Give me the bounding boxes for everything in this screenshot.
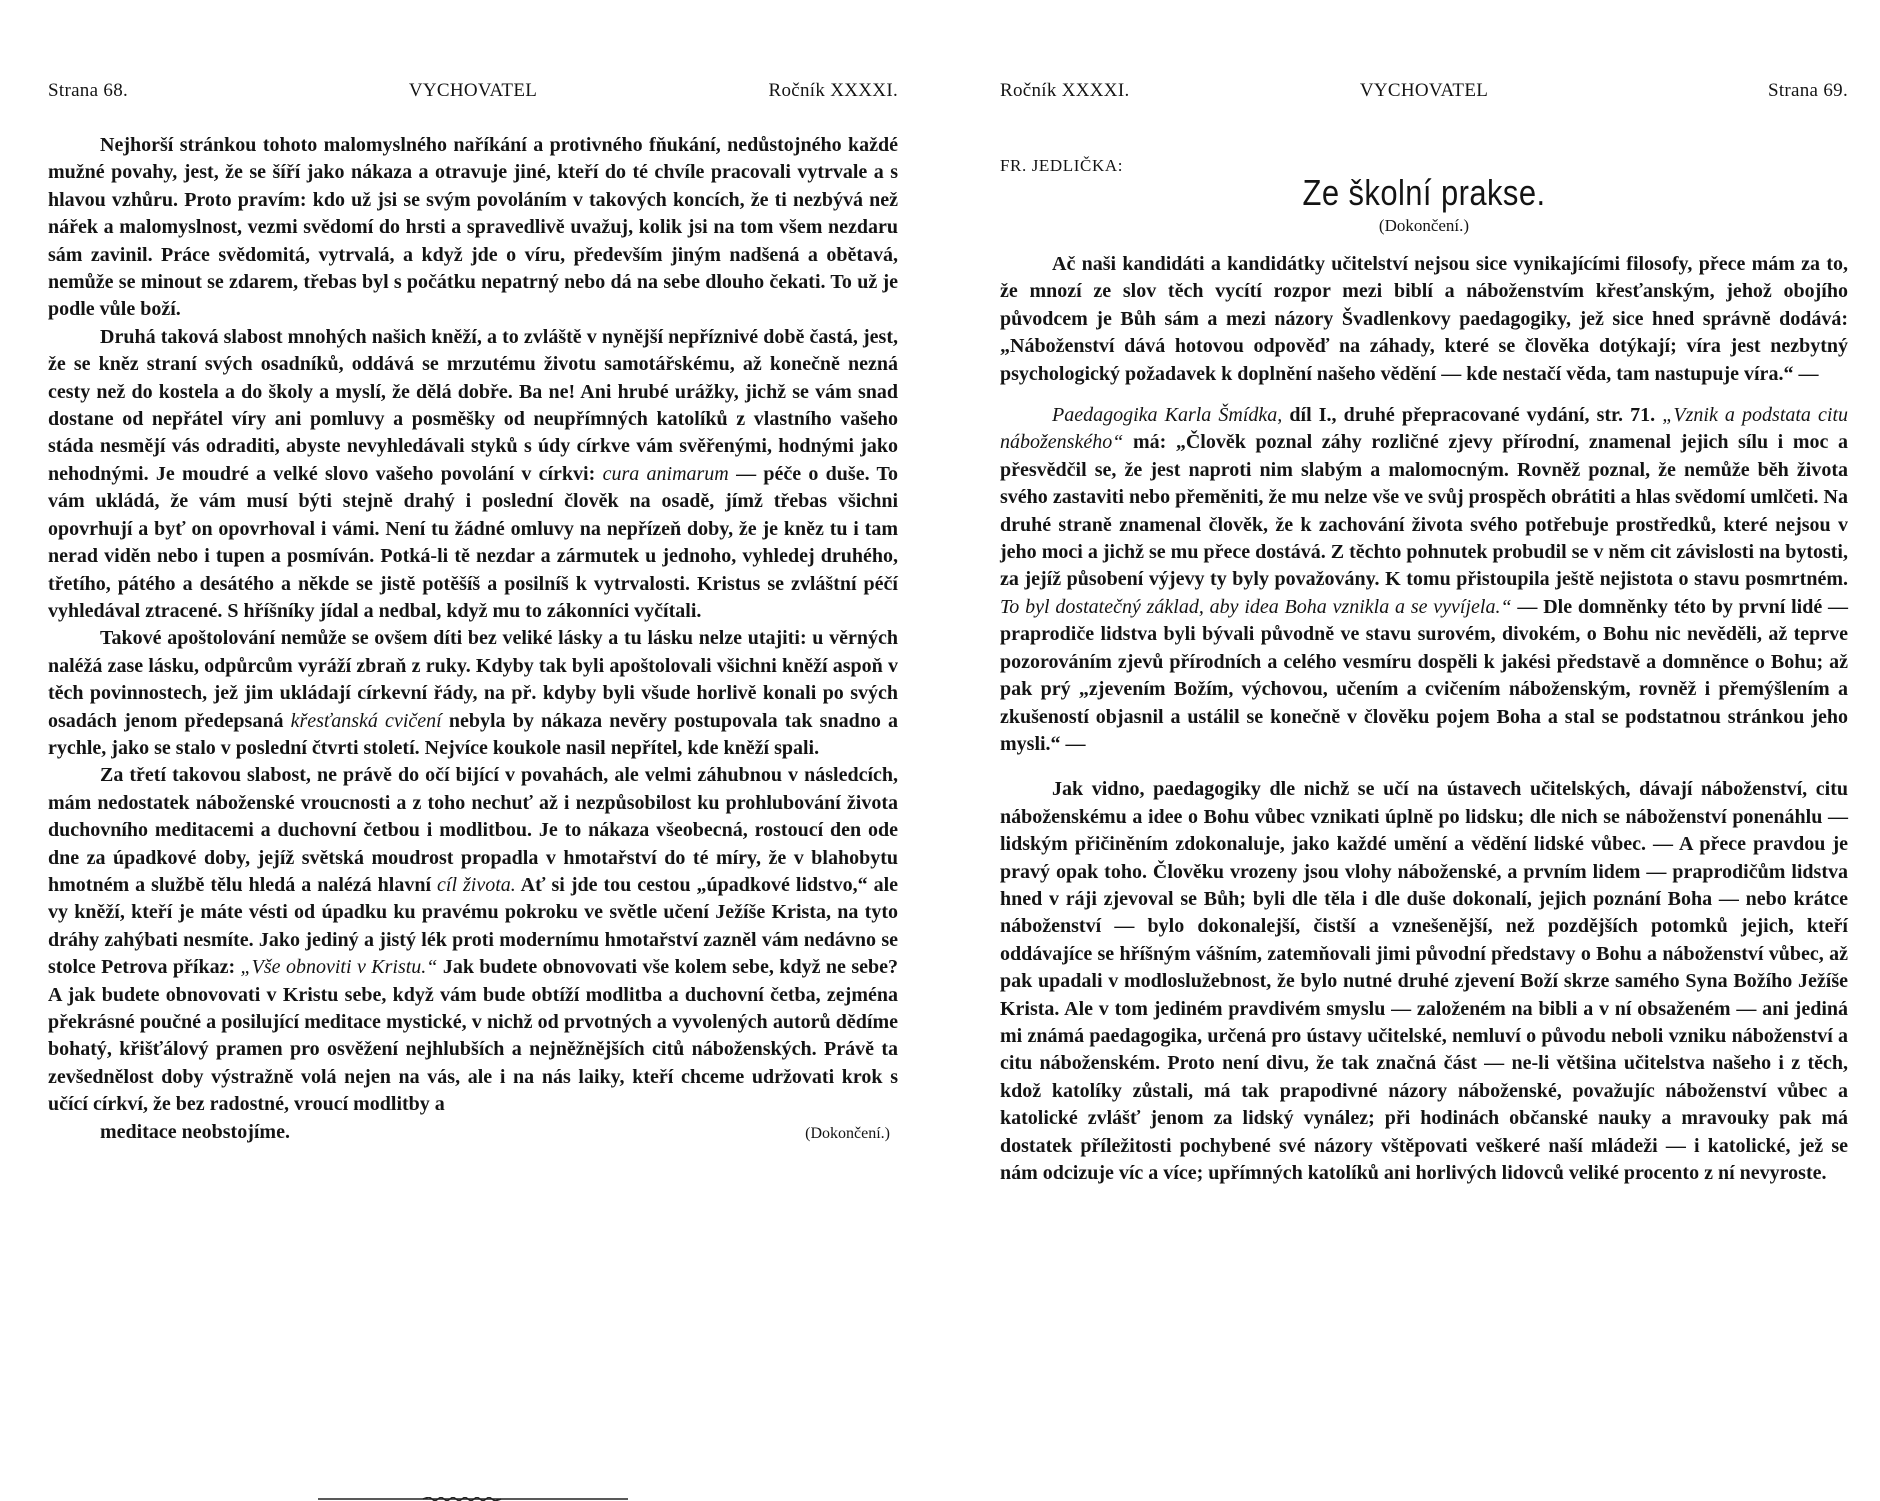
right-page-number: Strana 69. [1767,80,1848,101]
left-paragraph-4: Za třetí takovou slabost, ne právě do očí bijící v povahách, ale velmi záhubnou v následcích, mám nedostatek náboženské vroucnosti a z toho nechuť až i nezpůsobilost ku prohlubování života duchovního meditacemi a duchovní četbou i modlitbou. Je to nákaza všeobecná, rostoucí den ode dne za úpadkové doby, jejíž světská moudrost propadla v hmotařství do té míry, že v blahobytu hmotném a službě tělu hledá a nalézá hlavní cíl života. Ať si jde tou cestou „úpadkové lidstvo,“ ale vy kněží, kteří je máte vésti od úpadku ku pravému pokroku ve světle učení Ježíše Krista, na tyto dráhy zahýbati nesmíte. Jako jediný a jistý lék proti modernímu hmotařství zazněl vám nedávno se stolce Petrova příkaz: „Vše obnoviti v Kristu.“ Jak budete obnovovati vše kolem sebe, když ne sebe? A jak budete obnovovati v Kristu sebe, když vám bude obtíží modlitba a duchovní četba, zejména překrásné poučné a posilující meditace mystické, v nichž od prvotných a vyvolených autorů dědíme bohatý, křišťálový pramen pro osvěžení nejhlubších a nejněžnějších citů náboženských. Právě ta zevšednělost doby výstražně volá nejen na vás, ale i na nás laiky, kteří chceme udržovati krok s učící církví, že bez radostné, vroucí modlitby a [48,764,898,1116]
right-journal-title: VYCHOVATEL [1359,80,1489,101]
left-page [48,0,898,1500]
italic-phrase: Paedagogika Karla Šmídka, [1052,404,1283,427]
left-paragraph-2: Druhá taková slabost mnohých našich kněží, a to zvláště v nynější nepříznivé době častá, jest, že se kněz straní svých osadníků, oddává se mrzutému životu samotářskému, až konečně nezná cesty než do kostela a do školy a myslí, že dělá dobře. Ba ne! Ani hrubé urážky, jichž se vám snad dostane od nepřátel víry ani pomluvy a posměšky od neupřímných katolíků z vlastního vašeho stáda nesmějí vás odraditi, abyste nevyhledávali styků s údy církve vám svěřenými, hodnými jako nehodnými. Je moudré a velké slovo vašeho povolání v církvi: cura animarum — péče o duše. To vám ukládá, že vám musí býti stejně drahý i poslední člověk na osadě, jímž třebas všichni opovrhují a byť on opovrhoval i vámi. Není tu žádné omluvy na nepřízeň doby, že je kněz tu i tam nerad viděn nebo i tupen a posmíván. Potká-li tě nezdar a zármutek u jednoho, vyhledej druhého, třetího, pátého a desátého a někde se jistě potěšíš a posilníš k vytrvalosti. Kristus se zvláštní péčí vyhledával ztracené. S hříšníky jídal a nedbal, když mu to zákonníci vyčítali. [48,325,899,622]
right-volume: Ročník XXXXI. [1000,80,1130,101]
italic-phrase: křesťanská cvičení [290,709,442,732]
continued-note: (Dokončení.) [805,1124,890,1142]
italic-phrase: cíl života. [437,873,516,896]
left-journal-title: VYCHOVATEL [408,80,538,101]
article-author: FR. JEDLIČKA: [1000,156,1124,175]
left-volume: Ročník XXXXI. [768,80,898,101]
right-page [1000,0,1848,1500]
right-running-head [1000,80,1848,102]
right-paragraph-3: Jak vidno, paedagogiky dle nichž se učí na ústavech učitelských, dávají náboženství, citu náboženskému a idee o Bohu vůbec vznikati úplně po lidsku; dle nich se náboženství ponenáhlu — lidským přičiněním zdokonaluje, jako každé umění a vědění lidské vůbec. — A přece pravdou je pravý opak toho. Člověku vrozeny jsou vlohy náboženské, a prvním lidem — praprodičům lidstva hned v ráji zjevoval se Bůh; byli dle těla i dle duše dokonalí, jejich poznání Boha — nebo krátce náboženství — bylo dokonalejší, čistší a vznešenější, než pozdějších potomků jejich, kteří oddávajíce se hříšným vášním, zatemňovali jimi původní představy o Bohu a náboženství vůbec, až pak upadali v modloslužebnost, že bylo nutné druhé zjevení Boží skrze samého Syna Božího Ježíše Krista. Ale v tom jediném pravdivém smyslu — založeném na bibli a v ní obsaženém — ani jediná mi známá paedagogika, určená pro ústavy učitelské, nemluví o původu neboli vzniku náboženství a citu náboženském. Proto není divu, že tak značná část — ne-li většina učitelstva našeho i z těch, kdož katolíky zůstali, má tak prapodivné názory náboženské, považujíc náboženství vůbec a katolické zvlášť jenom za lidský vynález; při hodinách občanské nauky a mravouky pak má dostatek příležitosti pochybené své názory vštěpovati veškeré naší mládeži — i katolické, jež se nám odcizuje víc a více; upřímných katolíků ani horlivých lidovců veliké procento z ní nevyroste. [1000,778,1848,1184]
italic-phrase: „Vznik a podstata citu náboženského“ [1000,404,1849,454]
left-paragraph-3: Takové apoštolování nemůže se ovšem díti bez veliké lásky a tu lásku nelze utajiti: u věrných naléžá zase lásku, odpůrcům vyráží zbraň z ruky. Kdyby tak byli apoštolovali všichni kněží aspoň v těch povinnostech, jež jim ukládají církevní řády, na př. kdyby byli všude horlivě konali po svých osadách jenom předepsaná křesťanská cvičení nebyla by nákaza nevěry postupovala tak snadno a rychle, jako se stalo v poslední čtvrti století. Nejvíce koukole nasil nepřítel, kde kněží spali. [48,627,899,759]
right-paragraph-2: Paedagogika Karla Šmídka, díl I., druhé přepracované vydání, str. 71. „Vznik a podstata citu náboženského“ má: „Člověk poznal záhy rozličné zjevy přírodní, znamenal jejich sílu i moc a přesvědčil se, že jest naproti nim slabým a malomocným. Rovněž poznal, že nemůže běh života svého zastaviti nebo přeměniti, že mu nelze vše ve svůj prospěch obrátiti a hlas svědomí umlčeti. Na druhé straně znamenal člověk, že k zachování života svého potřebuje prostředků, které nejsou v jeho moci a jichž se mu přece dostává. Z těchto pohnutek probudil se v něm cit závislosti na bytosti, za jejíž působení výjevy ty byly považovány. K tomu přistoupila ještě nejistota o stavu posmrtném. To byl dostatečný základ, aby idea Boha vznikla a se vyvíjela.“ — Dle domněnky této by první lidé — praprodiče lidstva byli bývali původně ve stavu surovém, divokém, o Bohu nic nevěděli, až teprve pozorováním zjevů přírodních a celého vesmíru dospěli k jakési představě a domněnce o Bohu; až pak prý „zjevením Božím, výchovou, učením a cvičením náboženským, rovněž i přemýšlením a zkušeností objasnil a ustálil se konečně v člověku pojem Boha a stal se podstatnou stránkou jeho mysli.“ — [1000,404,1849,755]
article-subtitle: (Dokončení.) [1378,216,1470,235]
italic-phrase: „Vše obnoviti v Kristu.“ [240,956,438,979]
right-body-text [1000,251,1848,1187]
italic-phrase: To byl dostatečný základ, aby idea Boha vznikla a se vyvíjela.“ [1000,595,1512,618]
article-title: Ze školní prakse. [1302,172,1546,213]
end-ornament [318,1497,628,1501]
left-running-head [48,80,898,102]
left-page-number: Strana 68. [48,80,129,101]
left-body-text [48,132,898,1147]
italic-phrase: cura animarum [602,462,729,485]
left-paragraph-1: Nejhorší stránkou tohoto malomyslného naříkání a protivného fňukání, nedůstojného každé mužné povahy, jest, že se šíří jako nákaza a otravuje jiné, kteří do té chvíle pracovali vytrvale a s hlavou vzhůru. Proto pravím: kdo už jsi se svým povoláním v takových koncích, že ti nezbývá než nářek a malomyslnost, vezmi svědomí do hrsti a spravedlivě uvažuj, kolik jsi na tom všem nezdaru sám zavinil. Práce svědomitá, vytrvalá, a když jde o víru, především jiným nadšená a obětavá, nemůže se minout se zdarem, třebas byl s počátku nepatrný nebo dá na sebe dlouho čekati. To už je podle vůle boží. [48,134,898,321]
left-closing-line [48,1119,898,1147]
left-last-words: meditace neobstojíme. [100,1120,290,1143]
right-paragraph-1: Ač naši kandidáti a kandidátky učitelství nejsou sice vynikajícími filosofy, přece mám za to, že mnozí ze slov těch vycítí rozpor mezi biblí a náboženstvím křesťanským, jehož obojího původcem je Bůh sám a mezi názory Švadlenkovy paedagogiky, jež sice hned správně dodává: „Náboženství dává hotovou odpověď na záhady, které se člověka dotýkají; víra jest nezbytný psychologický požadavek k doplnění našeho vědění — kde nestačí věda, tam nastupuje víra.“ — [1000,253,1848,385]
